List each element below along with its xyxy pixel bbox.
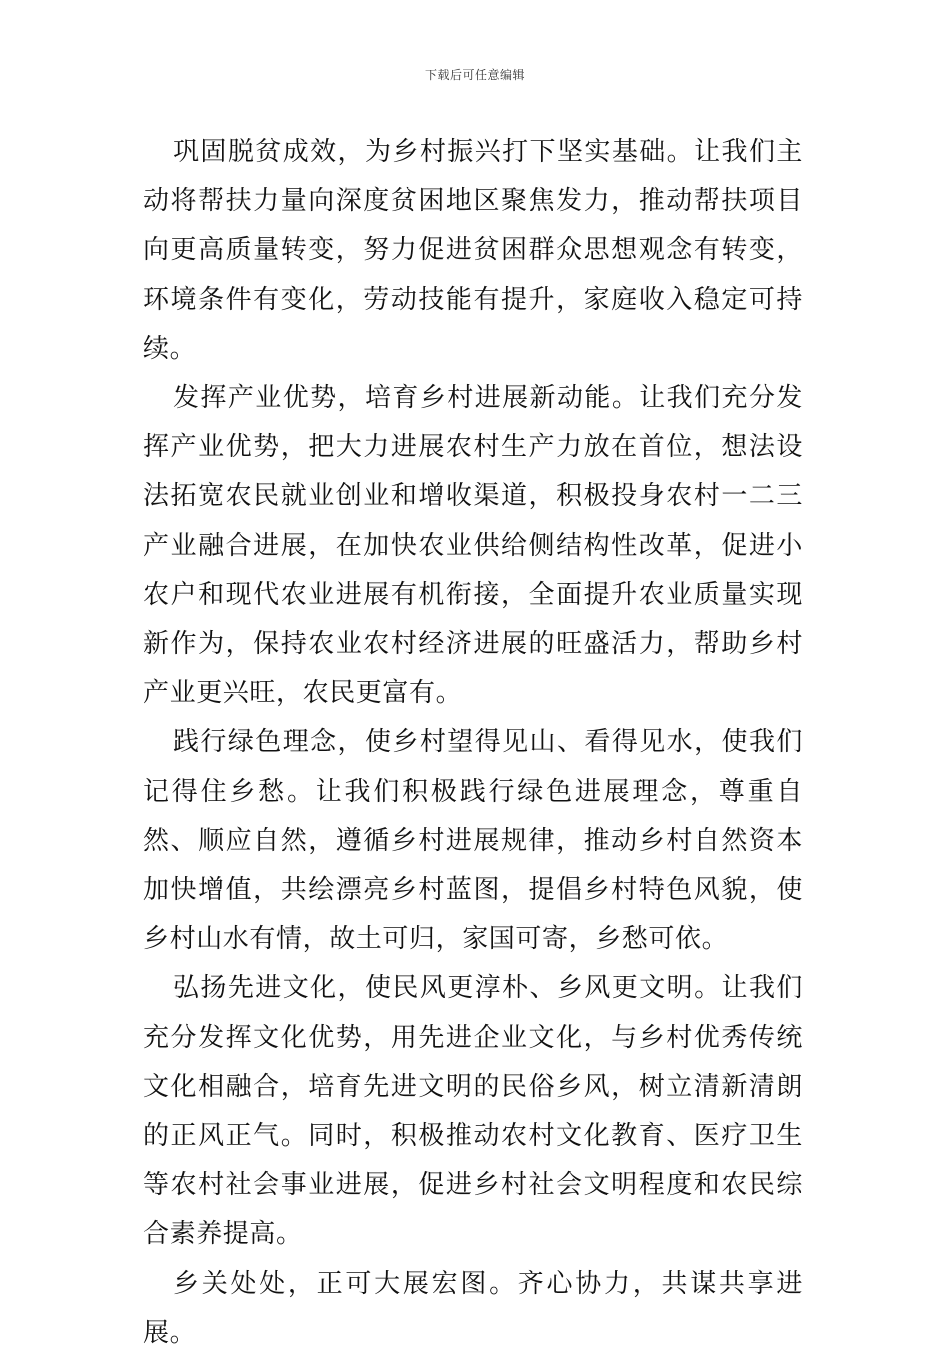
paragraph-1: 巩固脱贫成效，为乡村振兴打下坚实基础。让我们主动将帮扶力量向深度贫困地区聚焦发力，推动帮扶项目向更高质量转变，努力促进贫困群众思想观念有转变，环境条件有变化，劳动技能有提升，家庭收入稳定可持续。 <box>143 137 803 364</box>
paragraph-2: 发挥产业优势，培育乡村进展新动能。让我们充分发挥产业优势，把大力进展农村生产力放在首位，想法设法拓宽农民就业创业和增收渠道，积极投身农村一二三产业融合进展，在加快农业供给侧结构性改革，促进小农户和现代农业进展有机衔接，全面提升农业质量实现新作为，保持农业农村经济进展的旺盛活力，帮助乡村产业更兴旺，农民更富有。 <box>143 383 803 709</box>
paragraph-4: 弘扬先进文化，使民风更淳朴、乡风更文明。让我们充分发挥文化优势，用先进企业文化，与乡村优秀传统文化相融合，培育先进文明的民俗乡风，树立清新清朗的正风正气。同时，积极推动农村文化教育、医疗卫生等农村社会事业进展，促进乡村社会文明程度和农民综合素养提高。 <box>143 973 803 1250</box>
page-header: 下载后可任意编辑 <box>424 68 525 82</box>
paragraph-5: 乡关处处，正可大展宏图。齐心协力，共谋共享进展。 <box>143 1268 803 1348</box>
document-body <box>143 128 803 1358</box>
paragraph-3: 践行绿色理念，使乡村望得见山、看得见水，使我们记得住乡愁。让我们积极践行绿色进展理念，尊重自然、顺应自然，遵循乡村进展规律，推动乡村自然资本加快增值，共绘漂亮乡村蓝图，提倡乡村特色风貌，使乡村山水有情，故土可归，家国可寄，乡愁可依。 <box>143 727 803 955</box>
